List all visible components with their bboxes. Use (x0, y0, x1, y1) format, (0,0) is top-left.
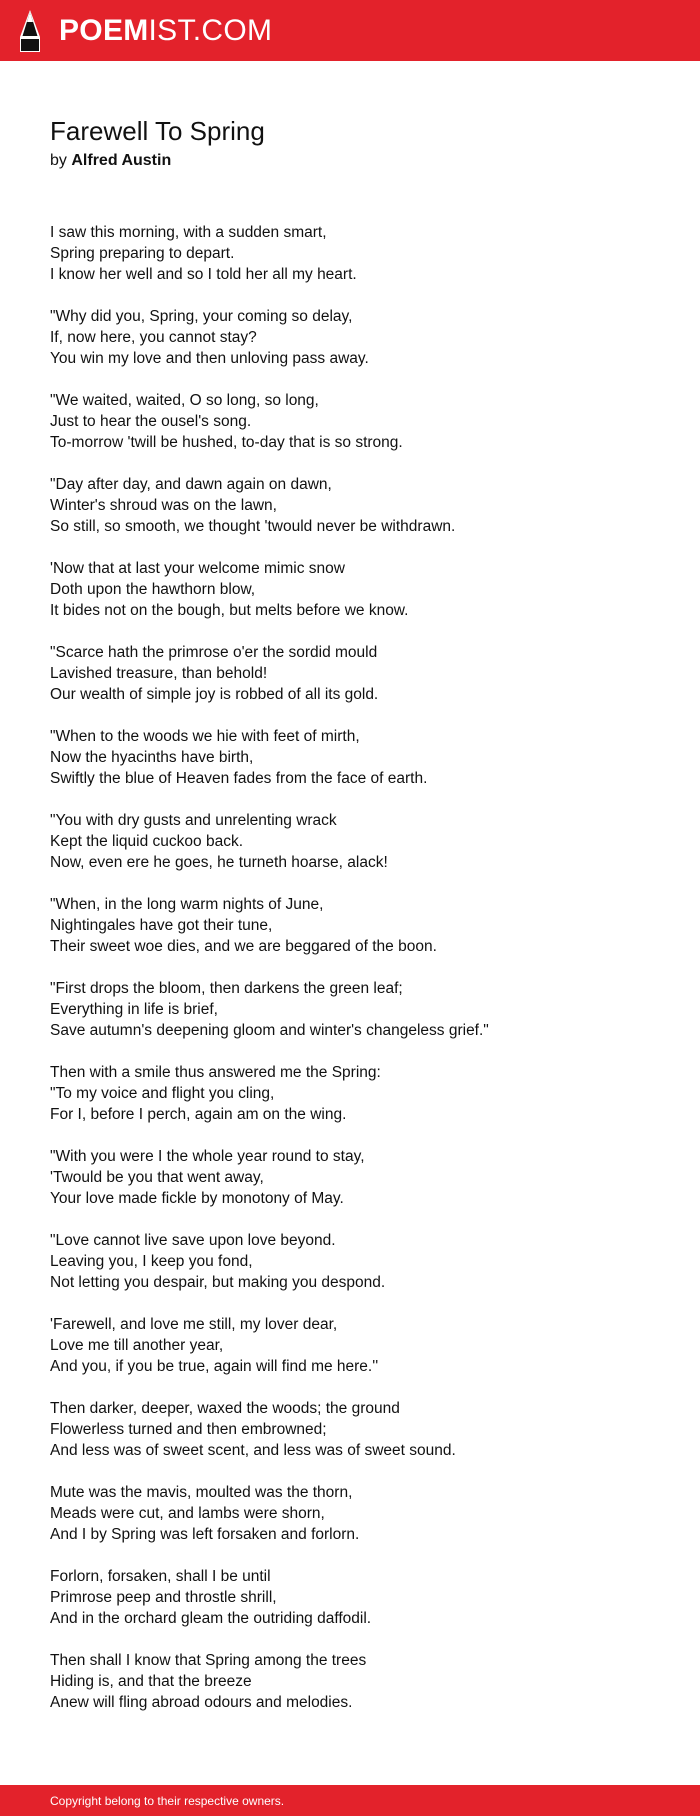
poem-line: Then darker, deeper, waxed the woods; the ground (50, 1400, 400, 1417)
poem-line: Then with a smile thus answered me the Spring: (50, 1064, 381, 1081)
poem-line: "First drops the bloom, then darkens the green leaf; (50, 980, 403, 997)
poem-line: Doth upon the hawthorn blow, (50, 581, 256, 598)
pen-nib-icon (16, 9, 44, 53)
poem-line: Love me till another year, (50, 1337, 224, 1354)
poem-line: Nightingales have got their tune, (50, 917, 273, 934)
stanza (50, 1314, 650, 1377)
poem-line: 'Farewell, and love me still, my lover dear, (50, 1316, 338, 1333)
poem-line: Meads were cut, and lambs were shorn, (50, 1505, 325, 1522)
poem-line: "We waited, waited, O so long, so long, (50, 392, 319, 409)
logo-text-light: IST.COM (148, 14, 273, 47)
poem-line: Now the hyacinths have birth, (50, 749, 254, 766)
poem-line: Just to hear the ousel's song. (50, 413, 252, 430)
stanza (50, 390, 650, 453)
poem-line: "Day after day, and dawn again on dawn, (50, 476, 332, 493)
poem-line: Flowerless turned and then embrowned; (50, 1421, 327, 1438)
poem-line: You win my love and then unloving pass away. (50, 350, 369, 367)
stanza (50, 894, 650, 957)
stanza (50, 1650, 650, 1713)
stanza (50, 1398, 650, 1461)
stanza (50, 1566, 650, 1629)
poem-line: "To my voice and flight you cling, (50, 1085, 275, 1102)
logo-text-bold: POEM (59, 14, 149, 47)
poem-line: Not letting you despair, but making you despond. (50, 1274, 386, 1291)
poem-line: "Love cannot live save upon love beyond. (50, 1232, 336, 1249)
author-name: Alfred Austin (71, 152, 172, 169)
poem-line: Kept the liquid cuckoo back. (50, 833, 244, 850)
site-footer (0, 1785, 700, 1816)
stanza (50, 1230, 650, 1293)
stanza (50, 306, 650, 369)
copyright-text: Copyright belong to their respective owners. (50, 1794, 285, 1808)
poem-line: "You with dry gusts and unrelenting wrack (50, 812, 337, 829)
poem-line: And in the orchard gleam the outriding daffodil. (50, 1610, 372, 1627)
poem-line: Spring preparing to depart. (50, 245, 235, 262)
poem-line: "With you were I the whole year round to stay, (50, 1148, 365, 1165)
stanza (50, 558, 650, 621)
poem-content (50, 112, 650, 1734)
poem-line: "When, in the long warm nights of June, (50, 896, 324, 913)
poem-body (50, 222, 650, 1713)
poem-line: To-morrow 'twill be hushed, to-day that is so strong. (50, 434, 403, 451)
poem-line: Mute was the mavis, moulted was the thorn, (50, 1484, 353, 1501)
stanza (50, 1146, 650, 1209)
poem-line: If, now here, you cannot stay? (50, 329, 257, 346)
site-logo[interactable] (16, 9, 272, 53)
poem-line: Now, even ere he goes, he turneth hoarse, alack! (50, 854, 388, 871)
poem-line: For I, before I perch, again am on the wing. (50, 1106, 347, 1123)
byline-prefix: by (50, 152, 67, 169)
byline (50, 150, 650, 172)
poem-line: Everything in life is brief, (50, 1001, 218, 1018)
stanza (50, 222, 650, 285)
poem-line: Swiftly the blue of Heaven fades from the face of earth. (50, 770, 428, 787)
poem-line: And you, if you be true, again will find me here.'' (50, 1358, 379, 1375)
poem-line: And I by Spring was left forsaken and forlorn. (50, 1526, 360, 1543)
stanza (50, 978, 650, 1041)
stanza (50, 810, 650, 873)
poem-line: Lavished treasure, than behold! (50, 665, 268, 682)
poem-line: Then shall I know that Spring among the trees (50, 1652, 367, 1669)
poem-line: Anew will fling abroad odours and melodies. (50, 1694, 353, 1711)
poem-line: It bides not on the bough, but melts before we know. (50, 602, 409, 619)
stanza (50, 1482, 650, 1545)
poem-line: Their sweet woe dies, and we are beggared of the boon. (50, 938, 437, 955)
poem-line: 'Now that at last your welcome mimic snow (50, 560, 345, 577)
poem-line: Primrose peep and throstle shrill, (50, 1589, 277, 1606)
poem-line: I saw this morning, with a sudden smart, (50, 224, 327, 241)
stanza (50, 474, 650, 537)
poem-line: "When to the woods we hie with feet of mirth, (50, 728, 360, 745)
poem-line: "Why did you, Spring, your coming so delay, (50, 308, 353, 325)
poem-line: Hiding is, and that the breeze (50, 1673, 252, 1690)
poem-line: Our wealth of simple joy is robbed of all its gold. (50, 686, 379, 703)
site-header (0, 0, 700, 61)
poem-title: Farewell To Spring (50, 116, 265, 146)
stanza (50, 642, 650, 705)
logo-wordmark (59, 11, 272, 51)
stanza (50, 726, 650, 789)
poem-line: Winter's shroud was on the lawn, (50, 497, 277, 514)
poem-line: "Scarce hath the primrose o'er the sordid mould (50, 644, 378, 661)
stanza (50, 1062, 650, 1125)
poem-line: So still, so smooth, we thought 'twould never be withdrawn. (50, 518, 456, 535)
poem-line: And less was of sweet scent, and less was of sweet sound. (50, 1442, 456, 1459)
poem-line: Save autumn's deepening gloom and winter's changeless grief." (50, 1022, 489, 1039)
poem-line: Leaving you, I keep you fond, (50, 1253, 253, 1270)
poem-line: I know her well and so I told her all my heart. (50, 266, 357, 283)
poem-line: Forlorn, forsaken, shall I be until (50, 1568, 271, 1585)
poem-line: Your love made fickle by monotony of May. (50, 1190, 344, 1207)
poem-line: 'Twould be you that went away, (50, 1169, 264, 1186)
